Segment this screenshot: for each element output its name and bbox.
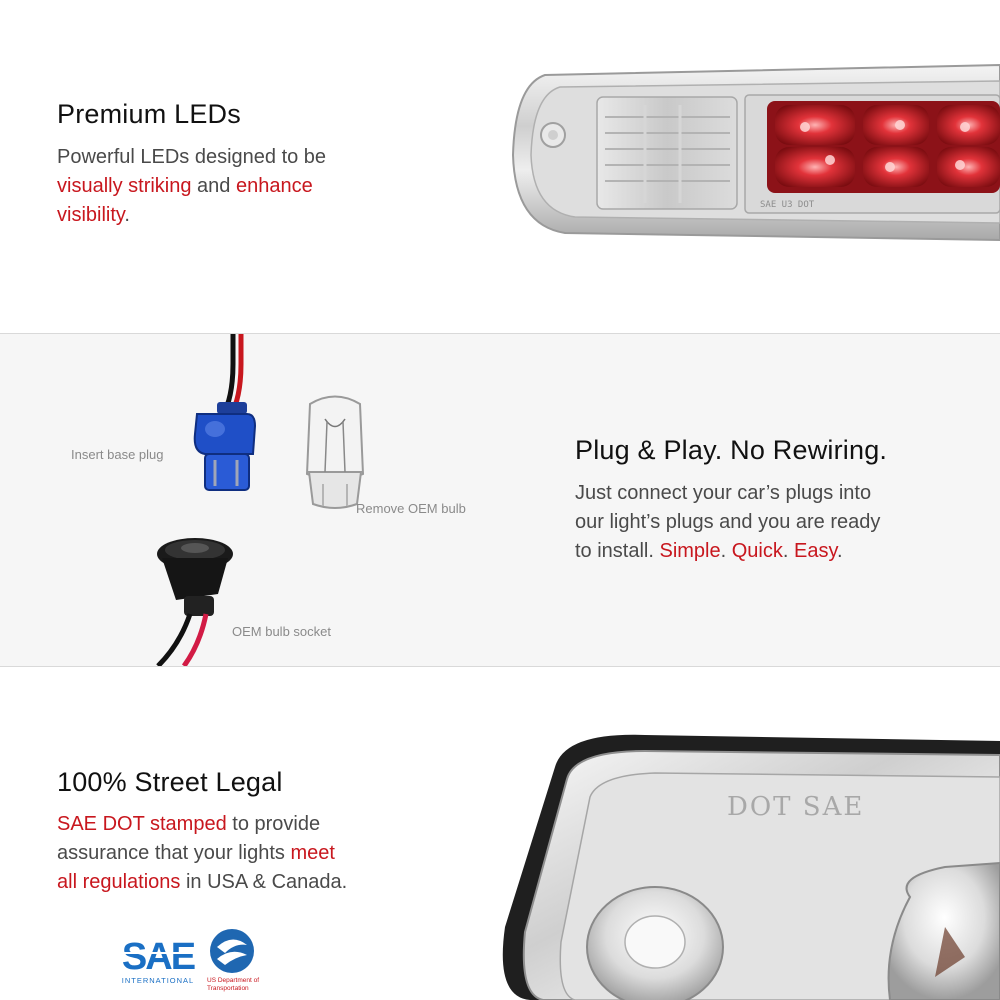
- street-legal-description: SAE DOT stamped to provide assurance that your lights meet all regulations in USA & Canada.: [57, 813, 348, 893]
- section-plug-and-play: [0, 334, 1000, 666]
- premium-leds-description: Powerful LEDs designed to be visually striking and enhance visibility.: [57, 146, 327, 226]
- street-legal-title: 100% Street Legal: [57, 767, 283, 797]
- svg-text:INTERNATIONAL: INTERNATIONAL: [121, 976, 195, 985]
- dot-logo-icon: [203, 925, 265, 995]
- chrome-housing-image: [495, 727, 1000, 1000]
- led-third-brake-light-image: [505, 55, 1000, 255]
- t10-base-plug-image: [175, 334, 265, 499]
- plug-and-play-description: Just connect your car’s plugs into our light’s plugs and you are ready to install. Simple. Quick. Easy.: [575, 482, 881, 562]
- premium-leds-title: Premium LEDs: [57, 99, 241, 129]
- sae-logo-icon: [118, 931, 198, 987]
- svg-text:US Department of: US Department of: [207, 977, 260, 984]
- caption-remove-oem-bulb: Remove OEM bulb: [356, 501, 466, 516]
- section-street-legal: [0, 667, 1000, 1000]
- svg-text:Transportation: Transportation: [207, 985, 249, 992]
- svg-text:SAE: SAE: [121, 936, 195, 978]
- premium-leds-lens-stamp: SAE U3 DOT: [760, 200, 815, 210]
- plug-and-play-title: Plug & Play. No Rewiring.: [575, 435, 888, 465]
- caption-oem-bulb-socket: OEM bulb socket: [232, 624, 331, 639]
- caption-insert-base-plug: Insert base plug: [71, 447, 164, 462]
- street-legal-lens-stamp: DOT SAE: [727, 792, 865, 822]
- bulb-socket-image: [140, 534, 240, 666]
- section-premium-leds: [0, 0, 1000, 333]
